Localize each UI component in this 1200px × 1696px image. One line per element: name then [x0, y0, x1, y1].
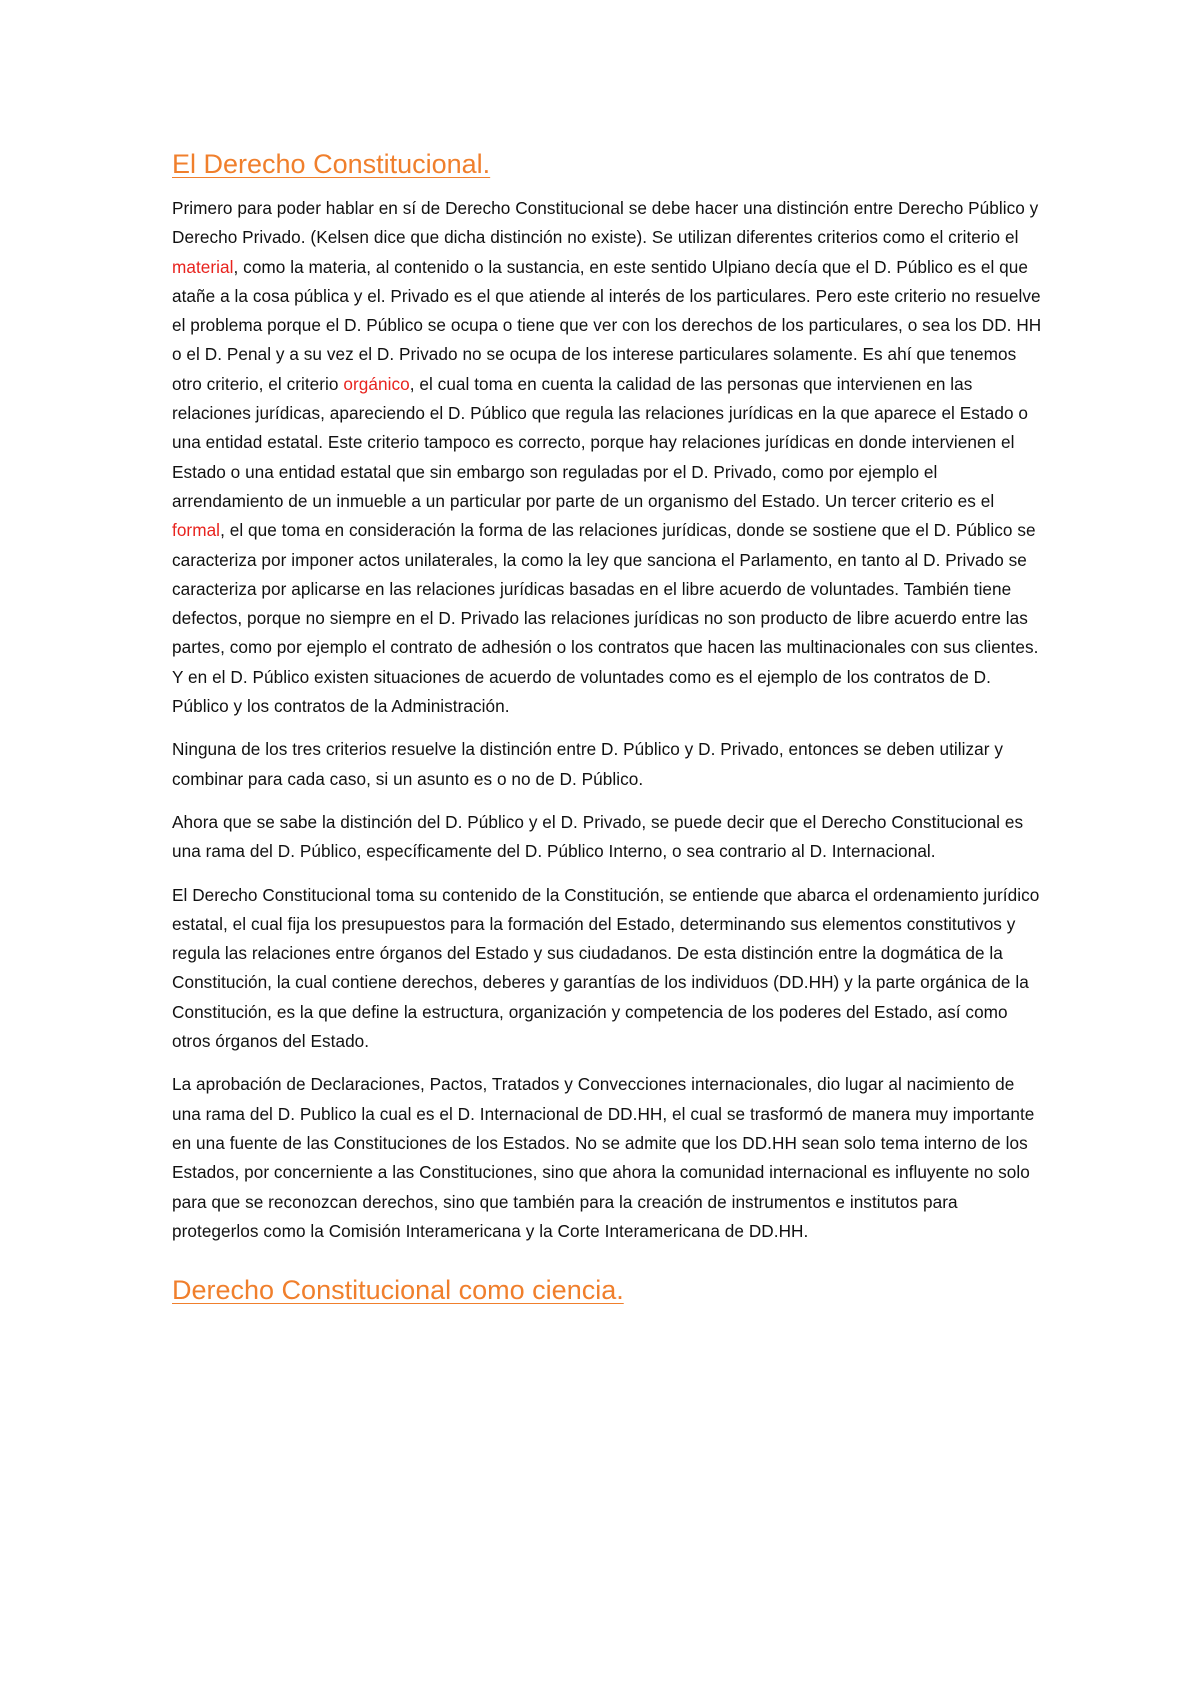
paragraph-text: , como la materia, al contenido o la sustancia, en este sentido Ulpiano decía que el D. Público es el que atañe a la cosa pública y el. Privado es el que atiende al interés de los particulares. Pero este criterio no resuelve el problema porque el D. Público se ocupa o tiene que ver con los derechos de los particulares, o sea los DD. HH o el D. Penal y a su vez el D. Privado no se ocupa de los interese particulares solamente. Es ahí que tenemos otro criterio, el criterio: [172, 256, 1042, 394]
keyword-organico: orgánico: [343, 373, 410, 394]
keyword-material: material: [172, 256, 234, 277]
paragraph-ninguna: Ninguna de los tres criterios resuelve la distinción entre D. Público y D. Privado, entonces se deben utilizar y combinar para cada caso, si un asunto es o no de D. Público.: [172, 739, 1004, 789]
section-heading: Derecho Constitucional como ciencia.: [172, 1275, 624, 1306]
paragraph-internacional: La aprobación de Declaraciones, Pactos, Tratados y Convecciones internacionales, dio lugar al nacimiento de una rama del D. Publico la cual es el D. Internacional de DD.HH, el cual se trasformó de manera muy importante en una fuente de las Constituciones de los Estados. No se admite que los DD.HH sean solo tema interno de los Estados, por concerniente a las Constituciones, sino que ahora la comunidad internacional es influyente no solo para que se reconozcan derechos, sino que también para la creación de instrumentos e institutos para protegerlos como la Comisión Interamericana y la Corte Interamericana de DD.HH.: [172, 1074, 1035, 1241]
document-title: El Derecho Constitucional.: [172, 149, 491, 179]
document-page: [172, 146, 1044, 1308]
paragraph-text: Primero para poder hablar en sí de Derecho Constitucional se debe hacer una distinción entre Derecho Público y Derecho Privado. (Kelsen dice que dicha distinción no existe). Se utilizan diferentes criterios como el criterio el: [172, 198, 1039, 248]
paragraph-contenido: El Derecho Constitucional toma su contenido de la Constitución, se entiende que abarca el ordenamiento jurídico estatal, el cual fija los presupuestos para la formación del Estado, determinando sus elementos constitutivos y regula las relaciones entre órganos del Estado y sus ciudadanos. De esta distinción entre la dogmática de la Constitución, la cual contiene derechos, deberes y garantías de los individuos (DD.HH) y la parte orgánica de la Constitución, es la que define la estructura, organización y competencia de los poderes del Estado, así como otros órganos del Estado.: [172, 884, 1040, 1052]
paragraph-criteria: [172, 194, 1044, 721]
paragraph-text: , el cual toma en cuenta la calidad de las personas que intervienen en las relaciones jurídicas, apareciendo el D. Público que regula las relaciones jurídicas en la que aparece el Estado o una entidad estatal. Este criterio tampoco es correcto, porque hay relaciones jurídicas en donde intervienen el Estado o una entidad estatal que sin embargo son reguladas por el D. Privado, como por ejemplo el arrendamiento de un inmueble a un particular por parte de un organismo del Estado. Un tercer criterio es el: [172, 373, 1028, 511]
paragraph-text: , el que toma en consideración la forma de las relaciones jurídicas, donde se sostiene que el D. Público se caracteriza por imponer actos unilaterales, la como la ley que sanciona el Parlamento, en tanto al D. Privado se caracteriza por aplicarse en las relaciones jurídicas basadas en el libre acuerdo de voluntades. También tiene defectos, porque no siempre en el D. Privado las relaciones jurídicas no son producto de libre acuerdo entre las partes, como por ejemplo el contrato de adhesión o los contratos que hacen las multinacionales con sus clientes. Y en el D. Público existen situaciones de acuerdo de voluntades como es el ejemplo de los contratos de D. Público y los contratos de la Administración.: [172, 520, 1039, 717]
paragraph-rama: Ahora que se sabe la distinción del D. Público y el D. Privado, se puede decir que el Derecho Constitucional es una rama del D. Público, específicamente del D. Público Interno, o sea contrario al D. Internacional.: [172, 811, 1024, 862]
keyword-formal: formal: [172, 520, 221, 541]
